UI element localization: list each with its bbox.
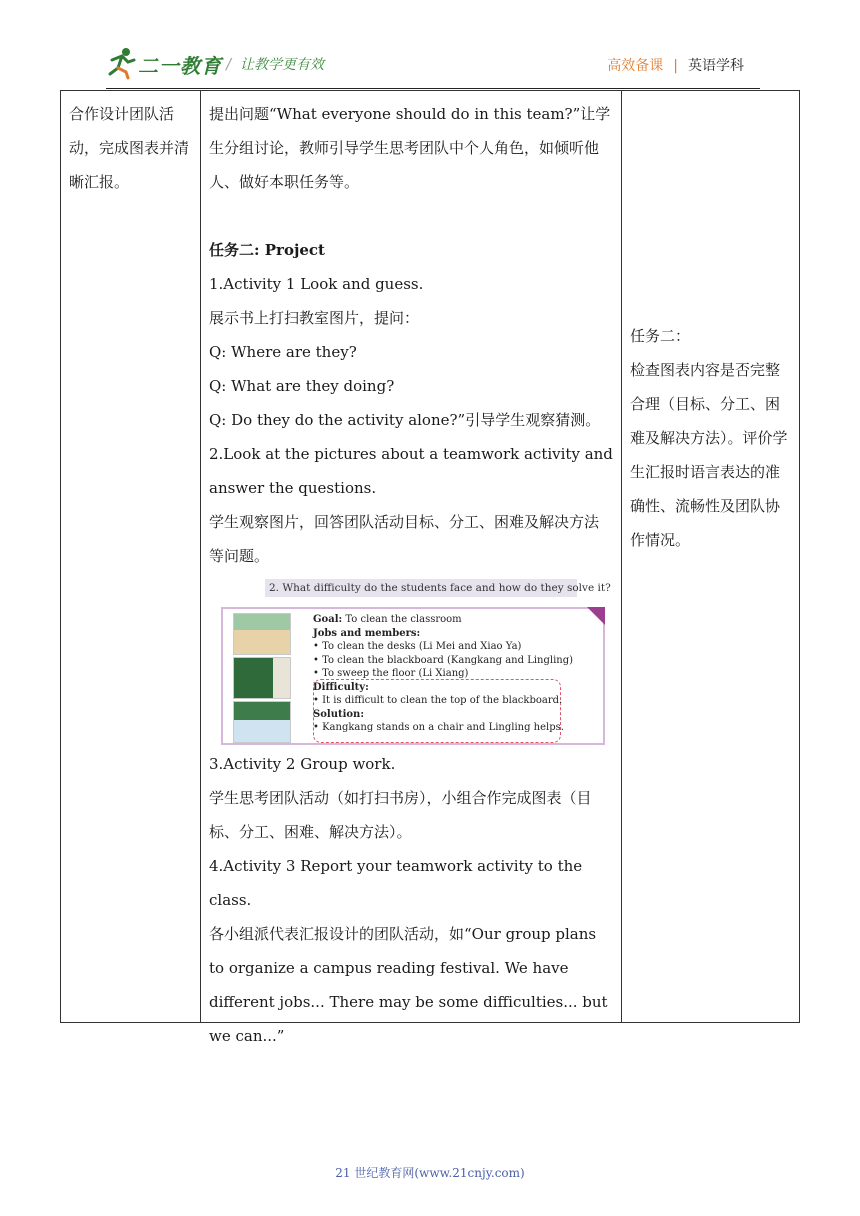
discussion-text: 提出问题“What everyone should do in this team?”让学生分组讨论，教师引导学生思考团队中个人角色，如倾听他人、做好本职任务等。 bbox=[209, 105, 611, 191]
job-item: To clean the desks (Li Mei and Xiao Ya) bbox=[322, 641, 522, 652]
task2-heading: 任务二: Project bbox=[209, 241, 325, 259]
figure-question: 2. What difficulty do the students face and how do they solve it? bbox=[265, 579, 577, 597]
lesson-table bbox=[60, 90, 800, 1045]
step2-text: 2.Look at the pictures about a teamwork activity and answer the questions. bbox=[209, 445, 613, 497]
solution-label: Solution: bbox=[313, 708, 365, 720]
job-item: To sweep the floor (Li Xiang) bbox=[322, 668, 469, 679]
evaluation-heading: 任务二： bbox=[630, 327, 691, 345]
activity2-text: 学生思考团队活动（如打扫书房），小组合作完成图表（目标、分工、困难、解决方法）。 bbox=[209, 789, 592, 841]
header-separator: | bbox=[673, 58, 678, 74]
solution-value: Kangkang stands on a chair and Lingling helps. bbox=[322, 722, 564, 733]
evaluation-text: 检查图表内容是否完整合理（目标、分工、困难及解决方法）。评价学生汇报时语言表达的准确性、流畅性及团队协作情况。 bbox=[630, 361, 788, 549]
question-1: Q: Where are they? bbox=[209, 343, 357, 361]
evaluation-cell bbox=[622, 91, 800, 1022]
logo-text: 二一教育 bbox=[138, 54, 222, 78]
figure-card bbox=[221, 607, 605, 745]
goal-text: 合作设计团队活动，完成图表并清晰汇报。 bbox=[69, 105, 190, 191]
activity1-intro: 展示书上打扫教室图片，提问： bbox=[209, 309, 420, 327]
logo bbox=[104, 46, 224, 80]
question-2: Q: What are they doing? bbox=[209, 377, 395, 395]
sweeping-photo bbox=[233, 701, 291, 743]
step2-cn-text: 学生观察图片，回答团队活动目标、分工、困难及解决方法等问题。 bbox=[209, 513, 600, 565]
page-header bbox=[0, 0, 860, 92]
course-label: 高效备课 bbox=[607, 58, 664, 74]
figure-text: Goal: To clean the classroom Jobs and members: • To clean the desks (Li Mei and Xiao Ya) • To clean the blackboard (Kangkang and Lingling) • To sweep the floor (Li Xiang) Difficulty: • It is difficult to clean the top of the blackboard. Solution: • Kangkang stands on a chair and Lingling helps. bbox=[313, 614, 574, 733]
goal-cell bbox=[61, 91, 200, 1022]
goal-label: Goal: bbox=[313, 614, 343, 625]
header-right bbox=[607, 55, 744, 75]
difficulty-value: It is difficult to clean the top of the blackboard. bbox=[322, 695, 563, 706]
job-item: To clean the blackboard (Kangkang and Lingling) bbox=[322, 654, 574, 666]
page-footer: 21 世纪教育网(www.21cnjy.com) bbox=[335, 1166, 525, 1180]
textbook-figure bbox=[221, 577, 611, 745]
question-3: Q: Do they do the activity alone?”引导学生观察猜测。 bbox=[209, 411, 601, 429]
activity2-title: 3.Activity 2 Group work. bbox=[209, 755, 396, 773]
runner-icon bbox=[104, 46, 138, 80]
classroom-photo bbox=[233, 613, 291, 655]
activity1-title: 1.Activity 1 Look and guess. bbox=[209, 275, 424, 293]
difficulty-label: Difficulty: bbox=[313, 681, 369, 693]
subject-label: 英语学科 bbox=[688, 58, 744, 74]
goal-value: To clean the classroom bbox=[345, 614, 462, 625]
jobs-label: Jobs and members: bbox=[313, 627, 421, 639]
activity-cell bbox=[201, 91, 621, 1045]
slogan: 让教学更有效 bbox=[240, 57, 324, 73]
activity3-text: 各小组派代表汇报设计的团队活动，如“Our group plans to organize a campus reading festival. We have different jobs... There may be some difficulties... but we can...” bbox=[209, 925, 608, 1045]
activity3-title: 4.Activity 3 Report your teamwork activity to the class. bbox=[209, 857, 583, 909]
header-rule bbox=[106, 88, 760, 89]
blackboard-photo bbox=[233, 657, 291, 699]
slogan-separator: / bbox=[226, 55, 232, 73]
